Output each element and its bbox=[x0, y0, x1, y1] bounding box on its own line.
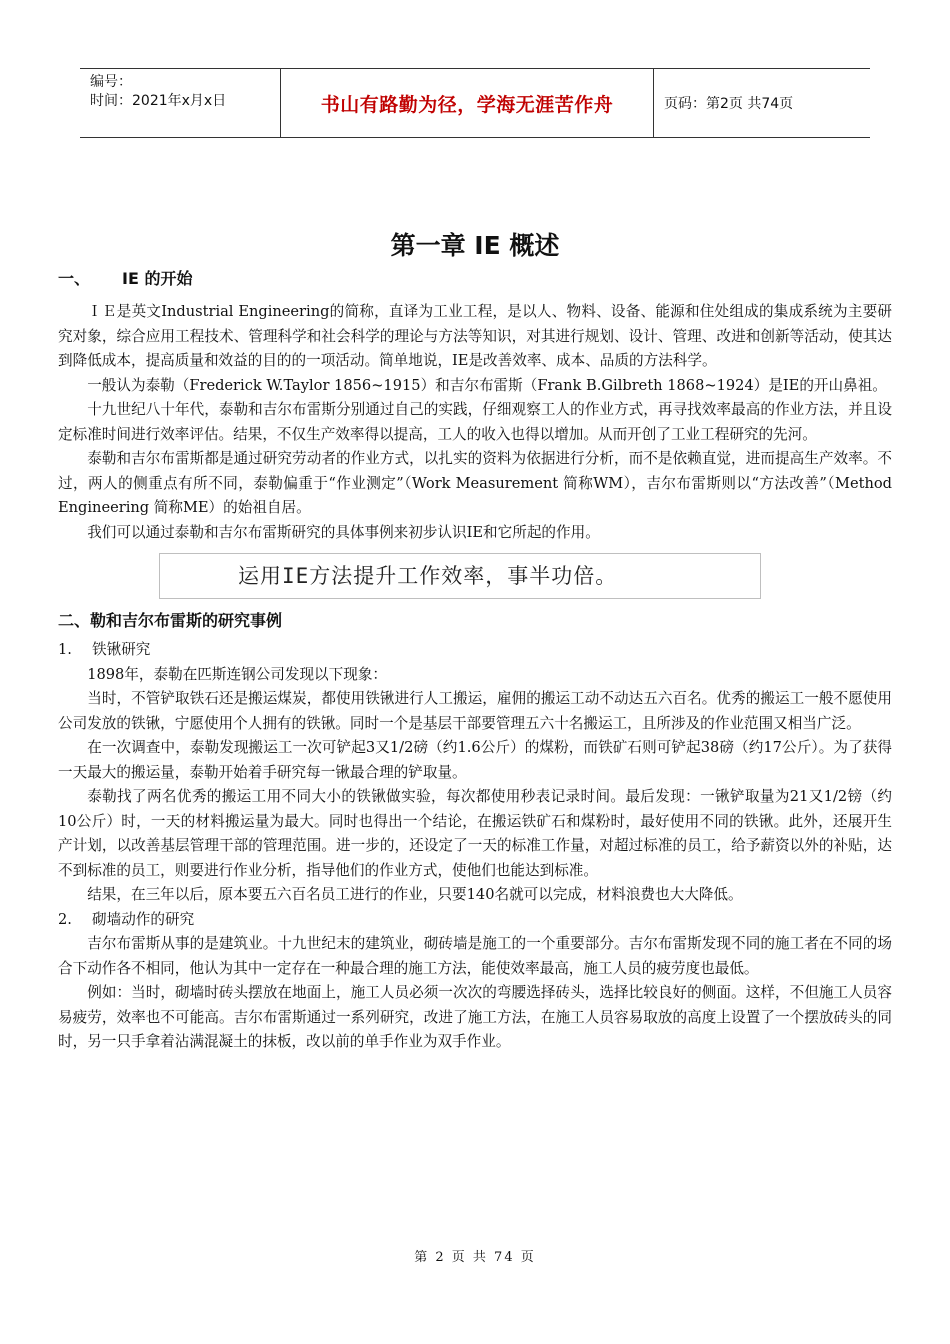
section-1-title: IE 的开始 bbox=[122, 269, 193, 288]
paragraph: ＩＥ是英文Industrial Engineering的简称，直译为工业工程，是以人、物料、设备、能源和住处组成的集成系统为主要研究对象，综合应用工程技术、管理科学和社会科学的理论与方法等知识，对其进行规划、设计、管理、改进和创新等活动，使其达到降低成本，提高质量和效益的目的的一项活动。简单地说，IE是改善效率、成本、品质的方法科学。 bbox=[58, 303, 892, 369]
paragraph: 例如：当时，砌墙时砖头摆放在地面上，施工人员必须一次次的弯腰选择砖头，选择比较良好的侧面。这样，不但施工人员容易疲劳，效率也不可能高。吉尔布雷斯通过一系列研究，改进了施工方法，在施工人员容易取放的高度上设置了一个摆放砖头的同时，另一只手拿着沾满混凝土的抹板，改以前的单手作业为双手作业。 bbox=[58, 984, 892, 1050]
quote-box bbox=[159, 553, 761, 599]
item-1-heading bbox=[58, 638, 892, 663]
chapter-title: 第一章 IE 概述 bbox=[390, 231, 560, 260]
page-footer: 第 2 页 共 74 页 bbox=[414, 1250, 536, 1265]
paragraph: 泰勒找了两名优秀的搬运工用不同大小的铁锹做实验，每次都使用秒表记录时间。最后发现：一锹铲取量为21又1/2镑（约10公斤）时，一天的材料搬运量为最大。同时也得出一个结论，在搬运铁矿石和煤粉时，最好使用不同的铁锹。此外，还展开生产计划，以改善基层管理干部的管理范围。进一步的，还设定了一天的标准工作量，对超过标准的员工，给予薪资以外的补贴，达不到标准的员工，则要进行作业分析，指导他们的作业方式，使他们也能达到标准。 bbox=[58, 788, 892, 879]
page-header bbox=[80, 68, 870, 138]
header-motto: 书山有路勤为径，学海无涯苦作舟 bbox=[280, 69, 654, 137]
paragraph: 泰勒和吉尔布雷斯都是通过研究劳动者的作业方式，以扎实的资料为依据进行分析，而不是依赖直觉，进而提高生产效率。不过，两人的侧重点有所不同，泰勒偏重于“作业测定”（Work Measurement 简称WM），吉尔布雷斯则以“方法改善”（Method Engineering 简称ME）的始祖自居。 bbox=[58, 450, 892, 516]
paragraph: 吉尔布雷斯从事的是建筑业。十九世纪末的建筑业，砌砖墙是施工的一个重要部分。吉尔布雷斯发现不同的施工者在不同的场合下动作各不相同，他认为其中一定存在一种最合理的施工方法，能使效率最高，施工人员的疲劳度也最低。 bbox=[58, 935, 892, 977]
paragraph: 1898年，泰勒在匹斯连钢公司发现以下现象： bbox=[87, 665, 388, 683]
paragraph: 我们可以通过泰勒和吉尔布雷斯研究的具体事例来初步认识IE和它所起的作用。 bbox=[87, 523, 600, 541]
time-label: 时间：2021年x月x日 bbox=[90, 93, 227, 109]
section-1-number: 一、 bbox=[58, 269, 91, 288]
header-page-info: 页码：第2页 共74页 bbox=[664, 96, 794, 112]
document-body bbox=[58, 266, 892, 1055]
quote-text: 运用IE方法提升工作效率，事半功倍。 bbox=[238, 563, 618, 588]
header-meta bbox=[80, 69, 280, 137]
paragraph: 当时，不管铲取铁石还是搬运煤炭，都使用铁锹进行人工搬运，雇佣的搬运工动不动达五六百名。优秀的搬运工一般不愿使用公司发放的铁锹，宁愿使用个人拥有的铁锹。同时一个是基层干部要管理五六十名搬运工，且所涉及的作业范围又相当广泛。 bbox=[58, 690, 892, 732]
item-1-title: 铁锹研究 bbox=[92, 641, 151, 658]
paragraph: 结果，在三年以后，原本要五六百名员工进行的作业，只要140名就可以完成，材料浪费也大大降低。 bbox=[87, 886, 743, 903]
code-label: 编号： bbox=[90, 74, 132, 90]
item-1-number: 1. bbox=[58, 641, 72, 658]
paragraph: 一般认为泰勒（Frederick W.Taylor 1856~1915）和吉尔布雷斯（Frank B.Gilbreth 1868~1924）是IE的开山鼻祖。 bbox=[87, 376, 887, 394]
section-2-heading: 二、勒和吉尔布雷斯的研究事例 bbox=[58, 611, 283, 630]
item-2-number: 2. bbox=[58, 910, 72, 928]
item-2-title: 砌墙动作的研究 bbox=[92, 910, 195, 928]
section-1-heading bbox=[58, 266, 892, 292]
paragraph: 十九世纪八十年代，泰勒和吉尔布雷斯分别通过自己的实践，仔细观察工人的作业方式，再寻找效率最高的作业方法，并且设定标准时间进行效率评估。结果，不仅生产效率得以提高，工人的收入也得以增加。从而开创了工业工程研究的先河。 bbox=[58, 401, 892, 443]
paragraph: 在一次调查中，泰勒发现搬运工一次可铲起3又1/2磅（约1.6公斤）的煤粉，而铁矿石则可铲起38磅（约17公斤）。为了获得一天最大的搬运量，泰勒开始着手研究每一锹最合理的铲取量。 bbox=[58, 739, 892, 781]
item-2-heading bbox=[58, 908, 892, 933]
